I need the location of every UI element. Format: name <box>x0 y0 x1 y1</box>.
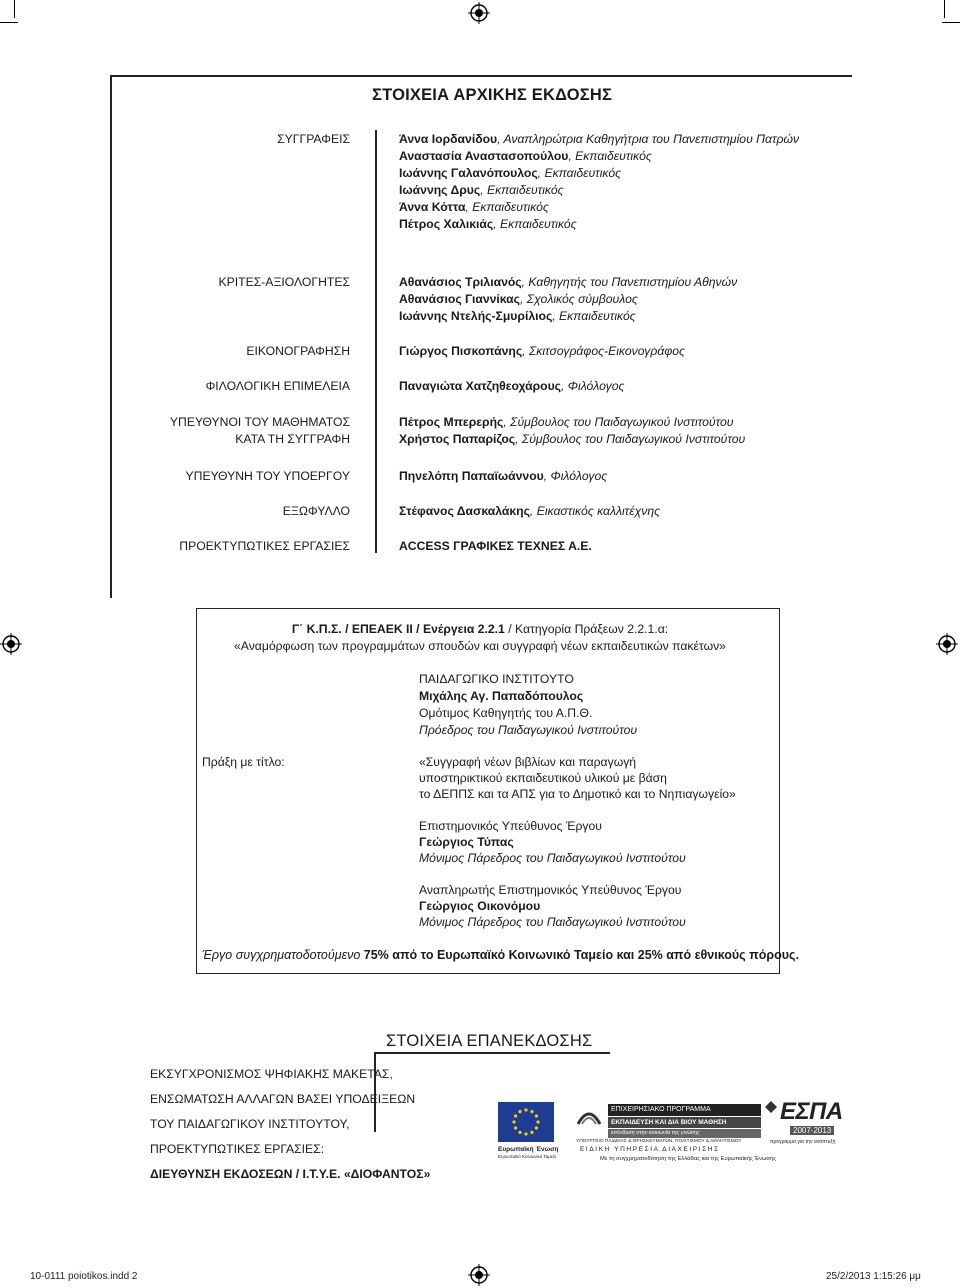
crop-mark <box>0 22 18 23</box>
reviewers-label: ΚΡΙΤΕΣ-ΑΞΙΟΛΟΓΗΤΕΣ <box>218 275 350 289</box>
espa-logo-icon <box>764 1100 778 1114</box>
president-title: Ομότιμος Καθηγητής του Α.Π.Θ. <box>419 706 593 720</box>
authors-label: ΣΥΓΓΡΑΦΕΙΣ <box>277 132 350 146</box>
registration-mark-icon <box>468 2 490 24</box>
program-line-1: Γ΄ Κ.Π.Σ. / ΕΠΕΑΕΚ ΙΙ / Ενέργεια 2.2.1 / Κατηγορία Πράξεων 2.2.1.α: <box>291 622 669 636</box>
eu-stars-icon <box>498 1102 554 1142</box>
crop-mark <box>14 0 15 18</box>
editing-label: ΦΙΛΟΛΟΓΙΚΗ ΕΠΙΜΕΛΕΙΑ <box>205 379 350 393</box>
eu-caption-sub: Ευρωπαϊκό Κοινωνικό Ταμείο <box>498 1154 557 1159</box>
author-line: Αναστασία Αναστασοπούλου, Εκπαιδευτικός <box>399 149 652 163</box>
president-name: Μιχάλης Αγ. Παπαδόπουλος <box>419 689 584 703</box>
author-line: Ιωάννης Δρυς, Εκπαιδευτικός <box>399 183 564 197</box>
subject-line: Χρήστος Παπαρίζος, Σύμβουλος του Παιδαγωγικού Ινστιτούτου <box>399 432 746 446</box>
deputy-role: Μόνιμος Πάρεδρος του Παιδαγωγικού Ινστιτούτου <box>419 915 686 929</box>
print-datetime: 25/2/2013 1:15:26 μμ <box>826 1271 921 1282</box>
epeaek-logo-icon <box>576 1104 602 1128</box>
divider-line <box>375 130 377 553</box>
epeaek-slogan: επένδυση στην κοινωνία της γνώσης <box>608 1129 761 1138</box>
action-label: Πράξη με τίτλο: <box>202 755 285 769</box>
registration-mark-icon <box>468 1264 490 1286</box>
action-title-line: υποστηρικτικού εκπαιδευτικού υλικού με βάση <box>419 771 667 785</box>
president-role: Πρόεδρος του Παιδαγωγικού Ινστιτούτου <box>419 723 638 737</box>
prepress-label: ΠΡΟΕΚΤΥΠΩΤΙΚΕΣ ΕΡΓΑΣΙΕΣ <box>179 539 350 553</box>
reprint-title: ΣΤΟΙΧΕΙΑ ΕΠΑΝΕΚΔΟΣΗΣ <box>386 1032 593 1050</box>
reviewer-line: Αθανάσιος Τριλιανός, Καθηγητής του Πανεπιστημίου Αθηνών <box>399 275 738 289</box>
reprint-line: ΕΚΣΥΓΧΡΟΝΙΣΜΟΣ ΨΗΦΙΑΚΗΣ ΜΑΚΕΤΑΣ, <box>150 1067 393 1081</box>
author-line: Πέτρος Χαλικιάς, Εκπαιδευτικός <box>399 217 577 231</box>
reprint-line: ΤΟΥ ΠΑΙΔΑΓΩΓΙΚΟΥ ΙΝΣΤΙΤΟΥΤΟΥ, <box>150 1117 350 1131</box>
eu-flag-logo <box>498 1102 554 1142</box>
reprint-line: ΕΝΣΩΜΑΤΩΣΗ ΑΛΛΑΓΩΝ ΒΑΣΕΙ ΥΠΟΔΕΙΞΕΩΝ <box>150 1092 416 1106</box>
cofunding-note: Με τη συγχρηματοδότηση της Ελλάδας και της Ευρωπαϊκής Ένωσης <box>600 1156 777 1162</box>
espa-title: ΕΣΠΑ <box>780 1098 843 1125</box>
deputy-label: Αναπληρωτής Επιστημονικός Υπεύθυνος Έργου <box>419 883 682 897</box>
epeaek-title: ΕΠΙΧΕΙΡΗΣΙΑΚΟ ΠΡΟΓΡΑΜΜΑ <box>608 1104 761 1116</box>
ministry-service: ΕΙΔΙΚΗ ΥΠΗΡΕΣΙΑ ΔΙΑΧΕΙΡΙΣΗΣ <box>580 1146 720 1153</box>
crop-mark <box>944 0 945 18</box>
cover-line: Στέφανος Δασκαλάκης, Εικαστικός καλλιτέχνης <box>399 504 661 518</box>
author-line: Άννα Ιορδανίδου, Αναπληρώτρια Καθηγήτρια του Πανεπιστημίου Πατρών <box>399 132 800 146</box>
ministry-name: ΥΠΟΥΡΓΕΙΟ ΠΑΙΔΕΙΑΣ & ΘΡΗΣΚΕΥΜΑΤΩΝ, ΠΟΛΙΤΙΣΜΟΥ & ΑΘΛΗΤΙΣΜΟΥ <box>576 1139 742 1144</box>
institute-name: ΠΑΙΔΑΓΩΓΙΚΟ ΙΝΣΤΙΤΟΥΤΟ <box>419 672 574 686</box>
reprint-line: ΠΡΟΕΚΤΥΠΩΤΙΚΕΣ ΕΡΓΑΣΙΕΣ: <box>150 1142 325 1156</box>
program-line-2: «Αναμόρφωση των προγραμμάτων σπουδών και συγγραφή νέων εκπαιδευτικών πακέτων» <box>234 639 726 653</box>
deputy-name: Γεώργιος Οικονόμου <box>419 899 541 913</box>
action-title-line: το ΔΕΠΠΣ και τα ΑΠΣ για το Δημοτικό και το Νηπιαγωγείο» <box>419 787 736 801</box>
page-title: ΣΤΟΙΧΕΙΑ ΑΡΧΙΚΗΣ ΕΚΔΟΣΗΣ <box>372 86 613 104</box>
eu-caption: Ευρωπαϊκή Ένωση <box>498 1146 559 1153</box>
crop-mark <box>942 22 960 23</box>
reprint-publisher: ΔΙΕΥΘΥΝΣΗ ΕΚΔΟΣΕΩΝ / Ι.Τ.Υ.Ε. «ΔΙΟΦΑΝΤΟΣ» <box>150 1167 431 1181</box>
subject-label-2: ΚΑΤΑ ΤΗ ΣΥΓΓΡΑΦΗ <box>235 432 350 446</box>
espa-years: 2007-2013 <box>790 1126 834 1135</box>
reviewer-line: Αθανάσιος Γιαννίκας, Σχολικός σύμβουλος <box>399 292 638 306</box>
funding-note: Έργο συγχρηματοδοτούμενο 75% από το Ευρωπαϊκό Κοινωνικό Ταμείο και 25% από εθνικούς πόρους. <box>202 948 799 962</box>
subject-label-1: ΥΠΕΥΘΥΝΟΙ ΤΟΥ ΜΑΘΗΜΑΤΟΣ <box>169 415 350 429</box>
file-slug: 10-0111 poiotikos.indd 2 <box>30 1271 138 1282</box>
sci-label: Επιστημονικός Υπεύθυνος Έργου <box>419 819 602 833</box>
espa-slogan: πρόγραμμα για την ανάπτυξη <box>770 1139 836 1145</box>
subproject-line: Πηνελόπη Παπαϊωάννου, Φιλόλογος <box>399 469 608 483</box>
reviewer-line: Ιωάννης Ντελής-Σμυρίλιος, Εκπαιδευτικός <box>399 309 636 323</box>
author-line: Άννα Κόττα, Εκπαιδευτικός <box>399 200 549 214</box>
cover-label: ΕΞΩΦΥΛΛΟ <box>282 504 350 518</box>
epeaek-subtitle: ΕΚΠΑΙΔΕΥΣΗ ΚΑΙ ΔΙΑ ΒΙΟΥ ΜΑΘΗΣΗ <box>608 1117 761 1128</box>
prepress-line: ACCESS ΓΡΑΦΙΚΕΣ ΤΕΧΝΕΣ Α.Ε. <box>399 539 592 553</box>
editor-line: Παναγιώτα Χατζηθεοχάρους, Φιλόλογος <box>399 379 625 393</box>
illustrator-line: Γιώργος Πισκοπάνης, Σκιτσογράφος-Εικονογράφος <box>399 344 685 358</box>
sci-role: Μόνιμος Πάρεδρος του Παιδαγωγικού Ινστιτούτου <box>419 851 686 865</box>
sci-name: Γεώργιος Τύπας <box>419 835 514 849</box>
subject-line: Πέτρος Μπερερής, Σύμβουλος του Παιδαγωγικού Ινστιτούτου <box>399 415 734 429</box>
illustration-label: ΕΙΚΟΝΟΓΡΑΦΗΣΗ <box>246 344 350 358</box>
action-title-line: «Συγγραφή νέων βιβλίων και παραγωγή <box>419 755 637 769</box>
subproject-label: ΥΠΕΥΘΥΝΗ ΤΟΥ ΥΠΟΕΡΓΟΥ <box>185 469 350 483</box>
author-line: Ιωάννης Γαλανόπουλος, Εκπαιδευτικός <box>399 166 622 180</box>
reprint-title-rule <box>374 1052 610 1054</box>
